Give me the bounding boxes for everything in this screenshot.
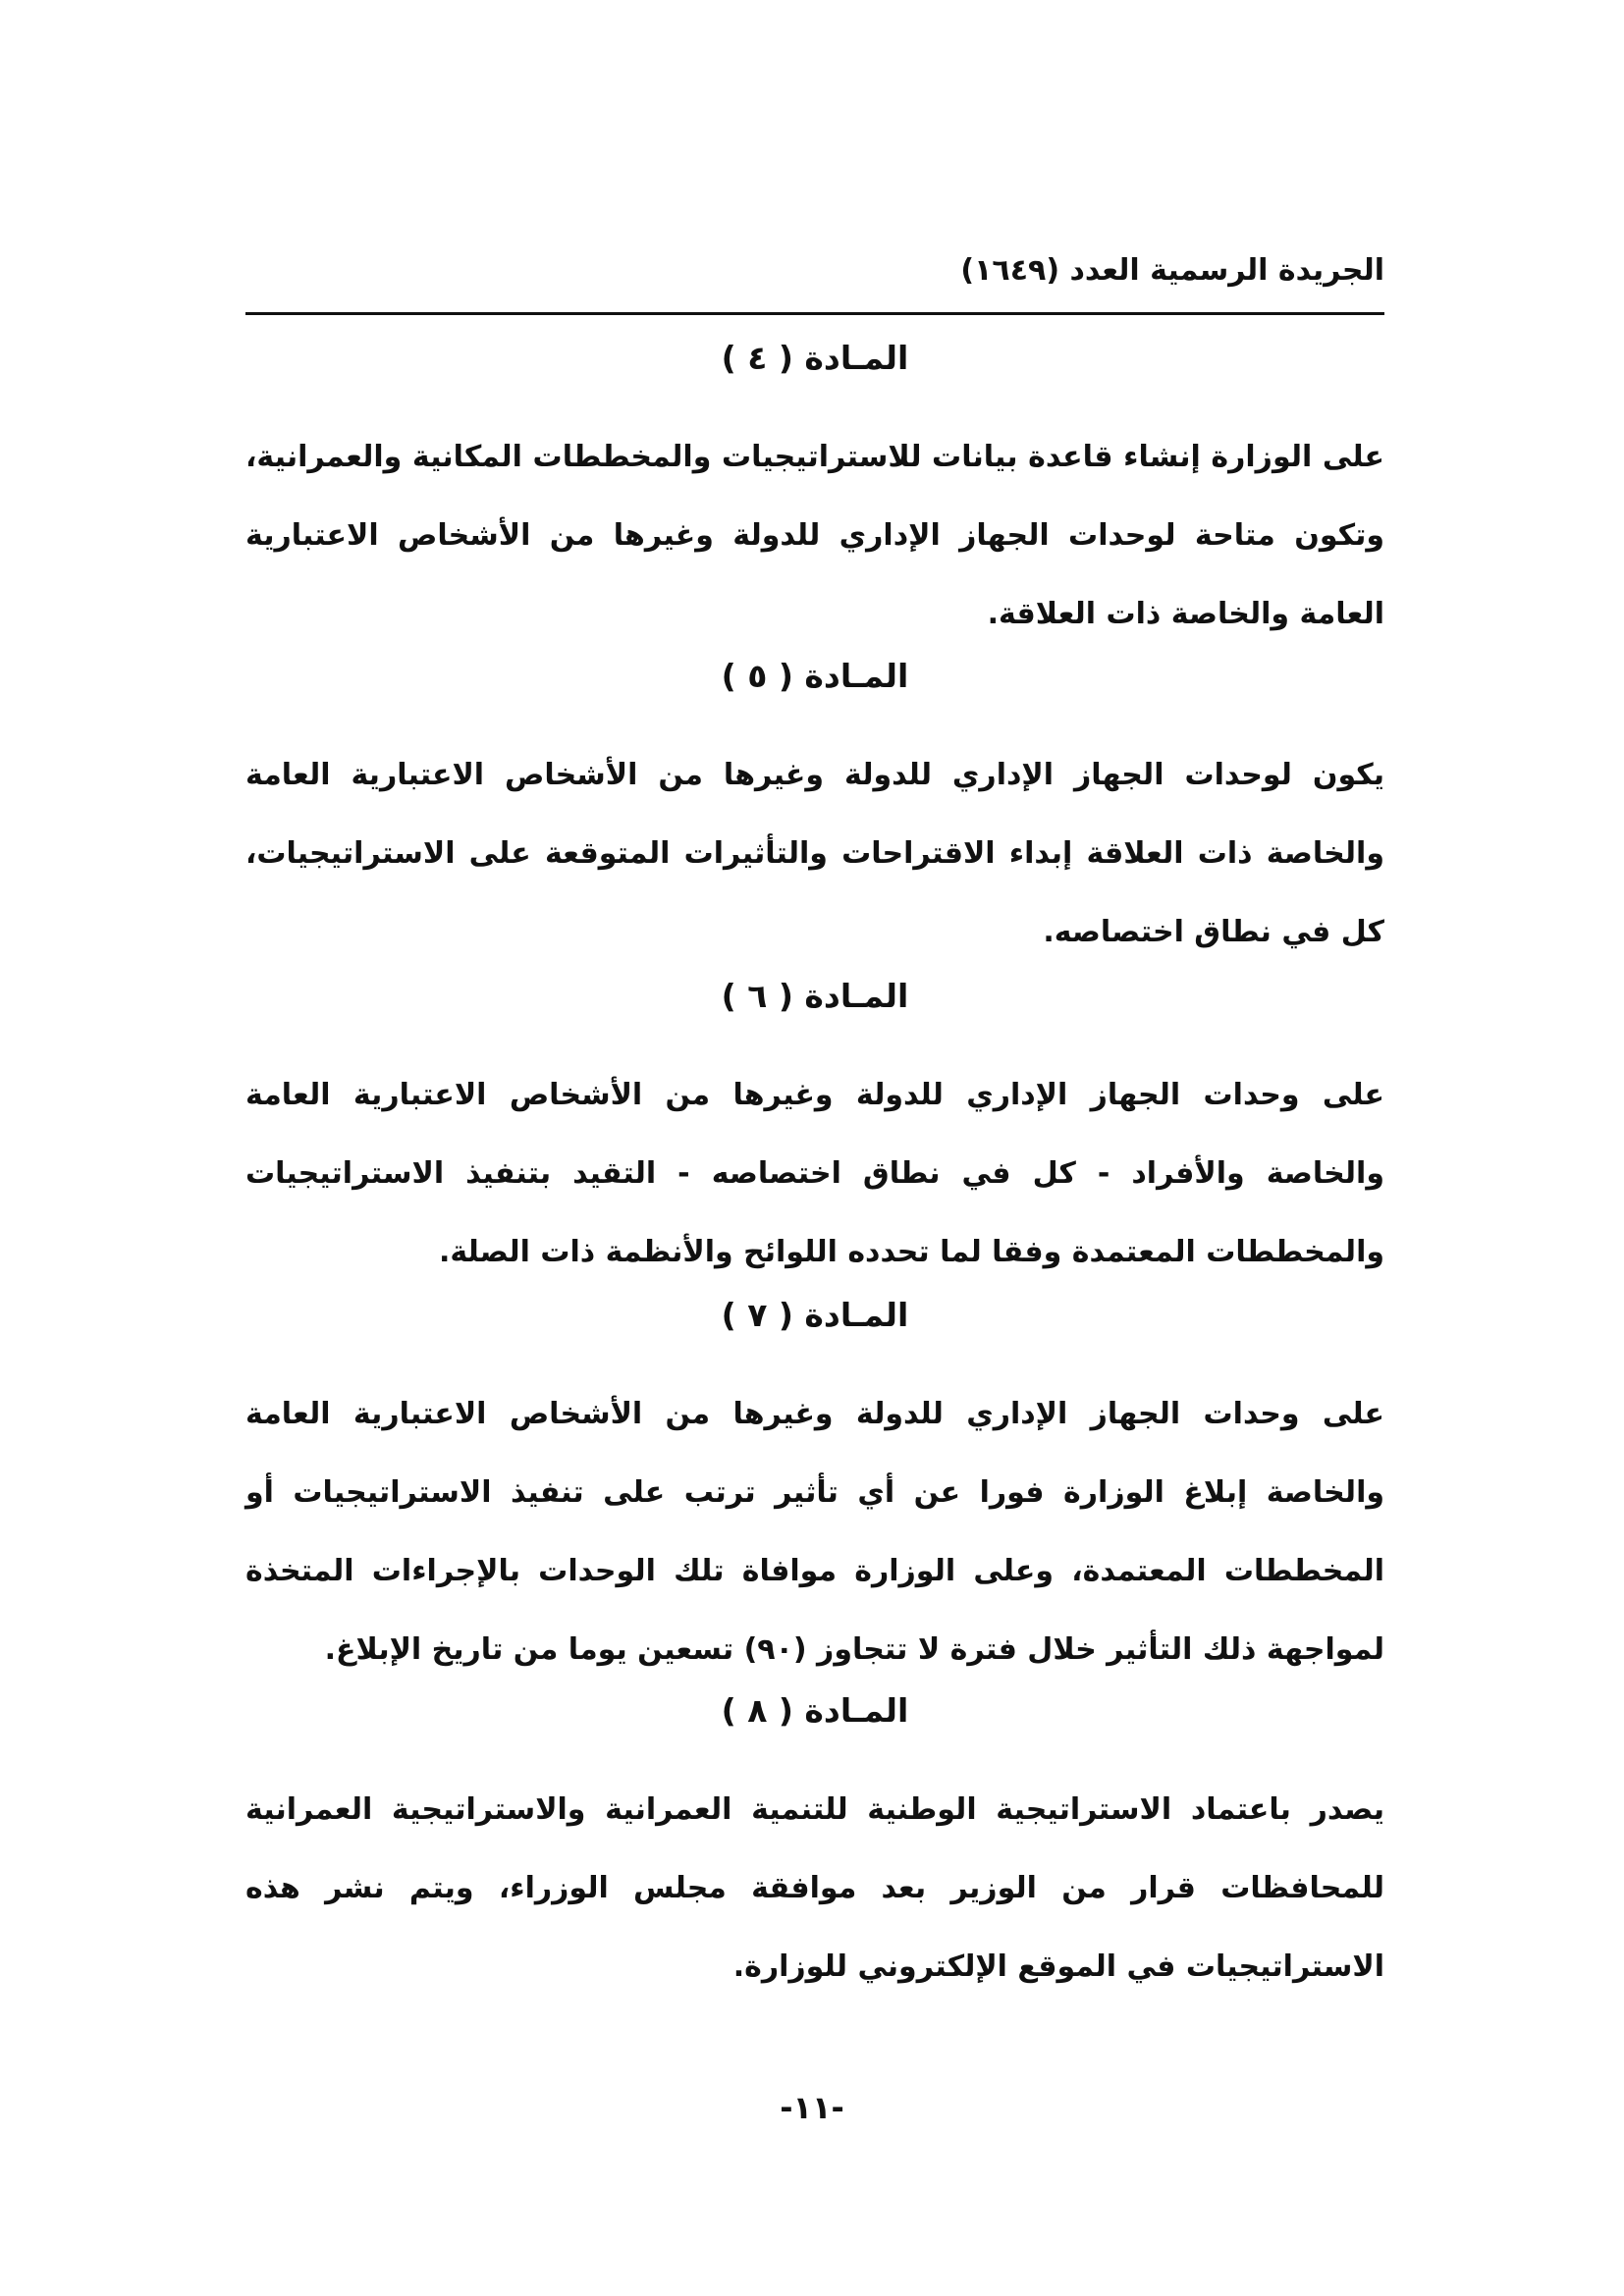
article-text: على وحدات الجهاز الإداري للدولة وغيرها من الأشخاص الاعتبارية العامة والخاصة إبلاغ الوزارة فورا عن أي تأثير ترتب على تنفيذ الاستراتيجيات أو المخططات المعتمدة، وعلى الوزارة موافاة تلك الوحدات بالإجراءات المتخذة لمواجهة ذلك التأثير خلال فترة لا تتجاوز (٩٠) تسعين يوما من تاريخ الإبلاغ. [245, 1397, 1384, 1667]
article-text: يصدر باعتماد الاستراتيجية الوطنية للتنمية العمرانية والاستراتيجية العمرانية للمحافظات قرار من الوزير بعد موافقة مجلس الوزراء، ويتم نشر هذه الاستراتيجيات في الموقع الإلكتروني للوزارة. [245, 1792, 1384, 1984]
running-header: الجريدة الرسمية العدد (١٦٤٩) [960, 253, 1384, 288]
article-5 [245, 652, 1384, 972]
article-text: على وحدات الجهاز الإداري للدولة وغيرها من الأشخاص الاعتبارية العامة والخاصة والأفراد - كل في نطاق اختصاصه - التقيد بتنفيذ الاستراتيجيات والمخططات المعتمدة وفقا لما تحدده اللوائح والأنظمة ذات الصلة. [245, 1078, 1384, 1269]
article-7 [245, 1291, 1384, 1689]
header-divider [245, 312, 1384, 315]
article-heading: المـادة ( ٥ ) [721, 657, 909, 695]
article-heading: المـادة ( ٤ ) [721, 339, 909, 377]
article-heading: المـادة ( ٨ ) [721, 1691, 909, 1730]
article-6 [245, 972, 1384, 1292]
page-number: -١١- [780, 2089, 844, 2126]
article-text: يكون لوحدات الجهاز الإداري للدولة وغيرها من الأشخاص الاعتبارية العامة والخاصة ذات العلاقة إبداء الاقتراحات والتأثيرات المتوقعة على الاستراتيجيات، كل في نطاق اختصاصه. [245, 758, 1384, 949]
article-heading: المـادة ( ٧ ) [721, 1296, 909, 1334]
article-8 [245, 1686, 1384, 2006]
article-heading: المـادة ( ٦ ) [721, 977, 909, 1015]
article-text: على الوزارة إنشاء قاعدة بيانات للاستراتيجيات والمخططات المكانية والعمرانية، وتكون متاحة لوحدات الجهاز الإداري للدولة وغيرها من الأشخاص الاعتبارية العامة والخاصة ذات العلاقة. [245, 440, 1384, 631]
article-4 [245, 334, 1384, 654]
